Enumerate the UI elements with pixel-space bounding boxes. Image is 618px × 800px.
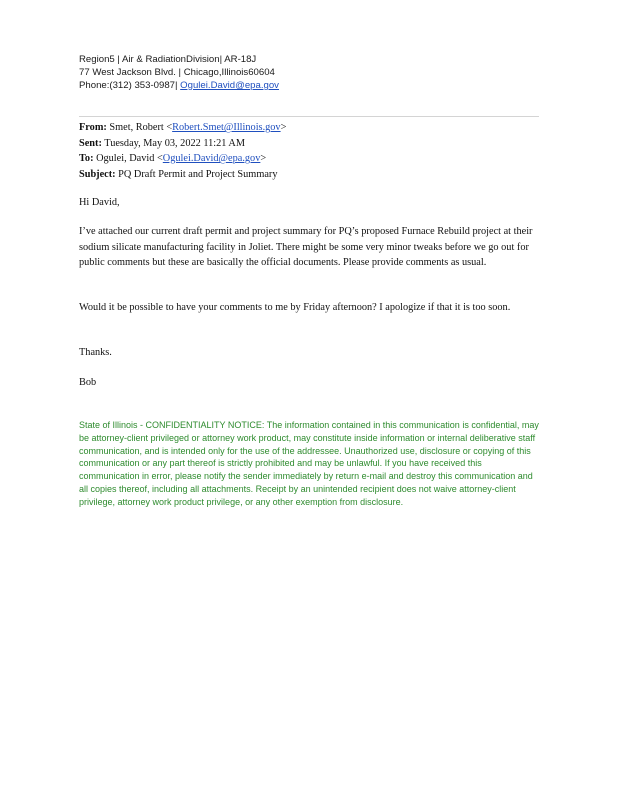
subject-label: Subject: xyxy=(79,168,116,180)
to-email-link[interactable]: Ogulei.David@epa.gov xyxy=(162,153,261,164)
signature-address-line: 77 West Jackson Blvd. | Chicago,Illinois60604 xyxy=(79,67,275,78)
to-row xyxy=(79,151,286,167)
sent-value: Tuesday, May 03, 2022 11:21 AM xyxy=(101,137,246,149)
to-label: To: xyxy=(79,153,94,164)
email-signature-block xyxy=(79,53,279,92)
confidentiality-notice: State of Illinois - CONFIDENTIALITY NOTICE: The information contained in this communication is confidential, may be attorney-client privileged or attorney work product, may constitute inside information or internal deliberative staff communication, and is intended only for the use of the addressee. Unauthorized use, disclosure or copying of this communication or any part thereof is strictly prohibited and may be unlawful. If you have received this communication in error, please notify the sender immediately by return e-mail and destroy this communication and all copies thereof, including all attachments. Receipt by an unintended recipient does not waive attorney-client privilege, attorney work product privilege, or any other exemption from disclosure. xyxy=(79,420,539,507)
from-close: > xyxy=(280,122,287,133)
body-paragraph-2: Would it be possible to have your comments to me by Friday afternoon? I apologize if that it is too soon. xyxy=(79,302,511,313)
subject-row xyxy=(79,167,286,183)
from-email-link[interactable]: Robert.Smet@Illinois.gov xyxy=(172,122,281,133)
header-divider xyxy=(79,116,539,117)
to-name: Ogulei, David < xyxy=(93,153,163,164)
subject-value: PQ Draft Permit and Project Summary xyxy=(115,168,278,180)
to-close: > xyxy=(260,153,267,164)
signature-email-link[interactable]: Ogulei.David@epa.gov xyxy=(180,80,279,91)
signature-contact-line xyxy=(79,79,279,92)
sent-row xyxy=(79,136,286,152)
from-label: From: xyxy=(79,122,107,133)
signature-phone: Phone:(312) 353-0987| xyxy=(79,80,181,91)
sent-label: Sent: xyxy=(79,137,102,149)
body-paragraph-1: I’ve attached our current draft permit and project summary for PQ’s proposed Furnace Rebuild project at their sodium silicate manufacturing facility in Joliet. There might be some very minor tweaks before we go out for public comments but these are basically the official documents. Please provide comments as usual. xyxy=(79,226,533,268)
greeting: Hi David, xyxy=(79,197,120,208)
from-row xyxy=(79,120,286,136)
signature-office-line: Region5 | Air & RadiationDivision| AR-18J xyxy=(79,54,257,65)
sender-name: Bob xyxy=(79,377,97,388)
email-header xyxy=(79,120,286,182)
closing-thanks: Thanks. xyxy=(79,347,112,358)
from-name: Smet, Robert < xyxy=(106,122,173,133)
